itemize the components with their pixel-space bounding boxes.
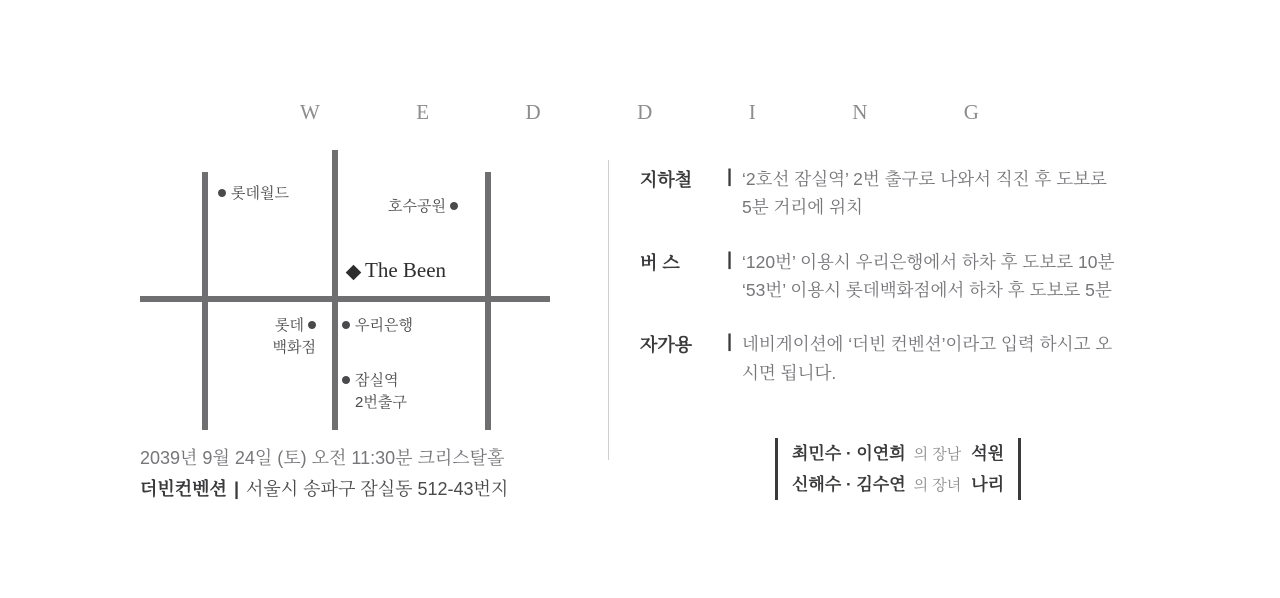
direction-label-car bbox=[640, 330, 732, 387]
map-dot-icon bbox=[342, 376, 350, 384]
map-label-lotte-department bbox=[240, 315, 316, 359]
direction-body-subway bbox=[732, 165, 1107, 222]
bride-name: 나리 bbox=[971, 475, 1005, 495]
map-panel bbox=[130, 150, 570, 430]
direction-label-pipe: | bbox=[726, 166, 732, 186]
map-dot-icon bbox=[342, 321, 350, 329]
event-info bbox=[140, 443, 508, 505]
wedding-letter-n: N bbox=[852, 100, 869, 124]
family-bar-right bbox=[1018, 438, 1021, 500]
direction-body-car bbox=[732, 330, 1112, 387]
direction-label-car-text: 자가용 bbox=[640, 335, 693, 356]
diamond-icon bbox=[346, 265, 362, 281]
direction-body-subway-line2: 5분 거리에 위치 bbox=[742, 197, 863, 218]
vertical-divider bbox=[608, 160, 609, 460]
map-road-horizontal bbox=[140, 296, 550, 302]
directions-panel bbox=[640, 165, 1170, 413]
direction-label-subway bbox=[640, 165, 732, 222]
direction-label-bus-text: 버 스 bbox=[640, 252, 680, 273]
direction-row-subway bbox=[640, 165, 1170, 222]
event-address-text: 서울시 송파구 잠실동 512-43번지 bbox=[246, 478, 509, 499]
direction-label-pipe: | bbox=[726, 331, 732, 352]
family-row-groom bbox=[792, 438, 1004, 469]
family-lines bbox=[778, 438, 1018, 501]
map-road-vertical-center bbox=[332, 150, 338, 430]
wedding-letter-d1: D bbox=[525, 100, 542, 124]
direction-row-car bbox=[640, 330, 1170, 387]
groom-parents: 최민수 · 이연희 bbox=[792, 444, 906, 463]
map-dot-icon bbox=[218, 189, 226, 197]
direction-body-bus-line1: ‘120번’ 이용시 우리은행에서 하차 후 도보로 10분 bbox=[742, 251, 1115, 272]
bride-relation: 의 장녀 bbox=[913, 477, 962, 495]
map-label-jamsil-station bbox=[342, 370, 407, 414]
map-label-jamsil-station-text: 잠실역 bbox=[355, 372, 399, 389]
map-venue-marker bbox=[348, 258, 446, 283]
family-block bbox=[775, 438, 1021, 501]
event-datetime: 2039년 9월 24일 (토) 오전 11:30분 크리스탈홀 bbox=[140, 448, 505, 468]
direction-body-bus bbox=[732, 248, 1114, 305]
direction-body-car-line1: 네비게이션에 ‘더빈 컨벤션’이라고 입력 하시고 오 bbox=[742, 334, 1113, 355]
event-address bbox=[140, 474, 508, 505]
direction-body-car-line2: 시면 됩니다. bbox=[742, 362, 837, 383]
family-row-bride bbox=[792, 469, 1004, 500]
map-label-lake-park-text: 호수공원 bbox=[388, 198, 446, 215]
event-separator: | bbox=[233, 478, 239, 499]
wedding-letter-w: W bbox=[300, 100, 321, 124]
map-venue-name: The Been bbox=[365, 258, 447, 282]
bride-parents: 신해수 · 김수연 bbox=[792, 475, 906, 495]
direction-body-subway-line1: ‘2호선 잠실역’ 2번 출구로 나와서 직진 후 도보로 bbox=[742, 169, 1107, 189]
direction-label-pipe: | bbox=[726, 248, 732, 269]
wedding-letter-d2: D bbox=[637, 100, 654, 124]
map-label-lotte-world-text: 롯데월드 bbox=[231, 185, 289, 202]
map-label-woori-bank bbox=[342, 315, 413, 337]
direction-row-bus bbox=[640, 248, 1170, 305]
map-label-jamsil-exit: 2번출구 bbox=[355, 393, 407, 411]
groom-relation: 의 장남 bbox=[913, 446, 962, 463]
map-label-lotte-world bbox=[218, 183, 289, 205]
map-dot-icon bbox=[450, 202, 458, 210]
direction-body-bus-line2: ‘53번’ 이용시 롯데백화점에서 하차 후 도보로 5분 bbox=[742, 280, 1112, 301]
event-venue-name: 더빈컨벤션 bbox=[140, 478, 227, 499]
direction-label-subway-text: 지하철 bbox=[640, 170, 693, 190]
wedding-letter-i: I bbox=[748, 100, 757, 124]
groom-name: 석원 bbox=[971, 444, 1005, 463]
map-label-woori-bank-text: 우리은행 bbox=[355, 317, 413, 334]
wedding-letter-g: G bbox=[963, 100, 980, 124]
map-label-lake-park bbox=[388, 196, 458, 218]
wedding-letter-e: E bbox=[416, 100, 431, 124]
map-dot-icon bbox=[308, 321, 316, 329]
map-label-lotte-department-line1: 롯데 bbox=[275, 317, 304, 334]
map-label-lotte-department-line2: 백화점 bbox=[272, 338, 316, 356]
direction-label-bus bbox=[640, 248, 732, 305]
wedding-title bbox=[300, 100, 980, 125]
